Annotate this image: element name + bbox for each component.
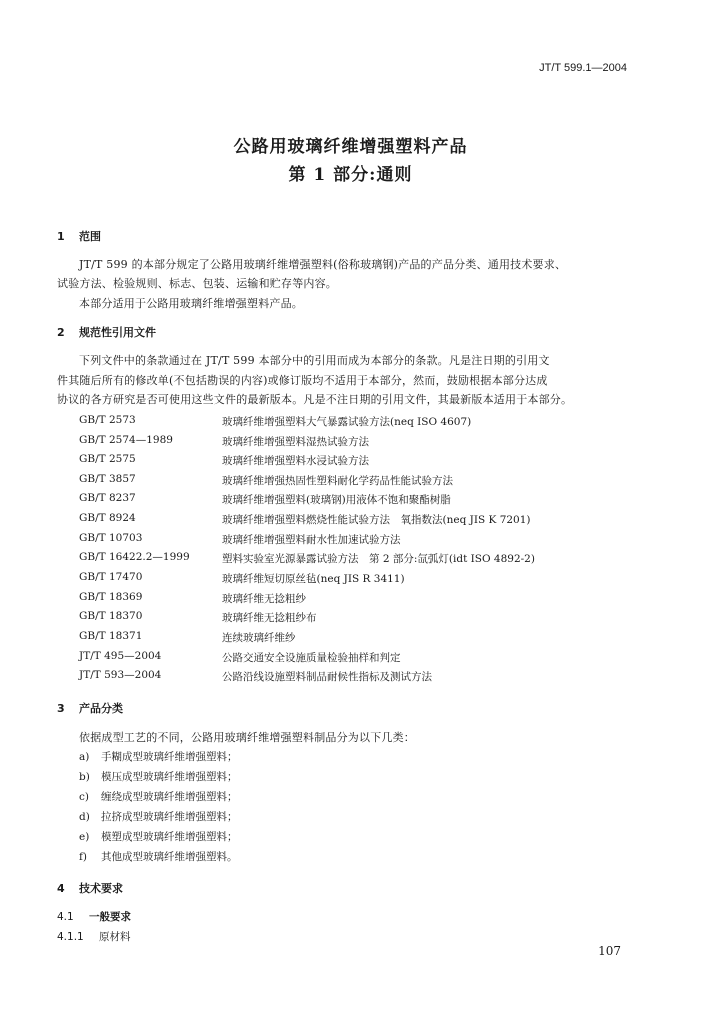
list-item-label: a) — [79, 751, 90, 763]
page-number: 107 — [598, 944, 621, 958]
reference-title: 玻璃纤维短切原丝毡(neq JIS R 3411) — [222, 573, 405, 585]
list-item-label: e) — [79, 831, 90, 843]
reference-code: GB/T 16422.2—1999 — [79, 551, 190, 563]
reference-title: 玻璃纤维增强塑料(玻璃钢)用液体不饱和聚酯树脂 — [222, 494, 451, 506]
reference-title: 塑料实验室光源暴露试验方法 第 2 部分:氙弧灯(idt ISO 4892-2) — [222, 553, 535, 565]
reference-title: 公路沿线设施塑料制品耐候性指标及测试方法 — [222, 671, 432, 683]
reference-code: GB/T 2575 — [79, 453, 136, 465]
reference-code: GB/T 2574—1989 — [79, 434, 173, 446]
list-item-label: b) — [79, 771, 90, 783]
list-item — [79, 749, 238, 764]
section-title: 范围 — [79, 230, 101, 243]
reference-code: GB/T 18370 — [79, 610, 143, 622]
reference-code: JT/T 495—2004 — [79, 650, 162, 662]
list-item-text: 手糊成型玻璃纤维增强塑料； — [101, 751, 238, 763]
list-item — [79, 849, 238, 864]
list-item — [79, 769, 238, 784]
subsection-number: 4.1.1 — [57, 931, 84, 943]
section-2-heading — [57, 324, 156, 340]
reference-title: 玻璃纤维增强塑料燃烧性能试验方法 氧指数法(neq JIS K 7201) — [222, 514, 531, 526]
section-number: 1 — [57, 230, 65, 243]
list-item-label: f) — [79, 851, 87, 863]
reference-title: 玻璃纤维增强塑料湿热试验方法 — [222, 436, 369, 448]
standard-number: JT/T 599.1—2004 — [539, 62, 627, 74]
subsection-4-1-1-heading — [57, 929, 131, 944]
reference-title: 玻璃纤维增强塑料大气暴露试验方法(neq ISO 4607) — [222, 416, 472, 428]
reference-title: 玻璃纤维无捻粗纱布 — [222, 612, 317, 624]
list-item — [79, 789, 238, 804]
section-title: 技术要求 — [79, 882, 123, 895]
reference-title: 玻璃纤维无捻粗纱 — [222, 593, 306, 605]
reference-code: GB/T 18371 — [79, 630, 143, 642]
reference-code: GB/T 2573 — [79, 414, 136, 426]
list-item — [79, 829, 238, 844]
subsection-number: 4.1 — [57, 911, 74, 923]
section-number: 4 — [57, 882, 65, 895]
reference-code: GB/T 17470 — [79, 571, 143, 583]
section-1-heading — [57, 228, 101, 244]
document-subtitle: 第 1 部分:通则 — [288, 165, 413, 185]
reference-title: 玻璃纤维增强塑料水浸试验方法 — [222, 455, 369, 467]
section-number: 2 — [57, 326, 65, 339]
subsection-title: 一般要求 — [89, 911, 131, 923]
reference-code: GB/T 3857 — [79, 473, 136, 485]
reference-code: GB/T 10703 — [79, 532, 143, 544]
section-3-heading — [57, 700, 123, 716]
scope-applicability: 本部分适用于公路用玻璃纤维增强塑料产品。 — [79, 297, 303, 310]
reference-title: 公路交通安全设施质量检验抽样和判定 — [222, 652, 401, 664]
reference-title: 玻璃纤维增强塑料耐水性加速试验方法 — [222, 534, 401, 546]
reference-code: JT/T 593—2004 — [79, 669, 162, 681]
list-item-label: d) — [79, 811, 90, 823]
reference-code: GB/T 18369 — [79, 591, 143, 603]
list-item-text: 拉挤成型玻璃纤维增强塑料； — [101, 811, 238, 823]
list-item-text: 缠绕成型玻璃纤维增强塑料； — [101, 791, 238, 803]
section-number: 3 — [57, 702, 65, 715]
list-item-text: 其他成型玻璃纤维增强塑料。 — [101, 851, 238, 863]
reference-title: 连续玻璃纤维纱 — [222, 632, 296, 644]
list-item — [79, 809, 238, 824]
section-title: 规范性引用文件 — [79, 326, 156, 339]
reference-code: GB/T 8924 — [79, 512, 136, 524]
references-paragraph-line3: 协议的各方研究是否可使用这些文件的最新版本。凡是不注日期的引用文件，其最新版本适用于本部分。 — [57, 393, 573, 406]
document-title: 公路用玻璃纤维增强塑料产品 — [233, 137, 468, 157]
reference-code: GB/T 8237 — [79, 492, 136, 504]
section-4-heading — [57, 880, 123, 896]
classification-intro: 依据成型工艺的不同，公路用玻璃纤维增强塑料制品分为以下几类： — [79, 731, 415, 744]
references-paragraph-line1: 下列文件中的条款通过在 JT/T 599 本部分中的引用而成为本部分的条款。凡是注日期的引用文 — [79, 354, 550, 367]
subsection-title: 原材料 — [99, 931, 131, 943]
scope-paragraph-line2: 试验方法、检验规则、标志、包装、运输和贮存等内容。 — [57, 277, 337, 290]
reference-title: 玻璃纤维增强热固性塑料耐化学药品性能试验方法 — [222, 475, 453, 487]
scope-paragraph-line1: JT/T 599 的本部分规定了公路用玻璃纤维增强塑料(俗称玻璃钢)产品的产品分类、通用技术要求、 — [79, 258, 567, 271]
list-item-text: 模塑成型玻璃纤维增强塑料； — [101, 831, 238, 843]
section-title: 产品分类 — [79, 702, 123, 715]
list-item-label: c) — [79, 791, 89, 803]
list-item-text: 模压成型玻璃纤维增强塑料； — [101, 771, 238, 783]
subsection-4-1-heading — [57, 909, 131, 924]
references-paragraph-line2: 件其随后所有的修改单(不包括勘误的内容)或修订版均不适用于本部分，然而，鼓励根据本部分达成 — [57, 374, 548, 387]
